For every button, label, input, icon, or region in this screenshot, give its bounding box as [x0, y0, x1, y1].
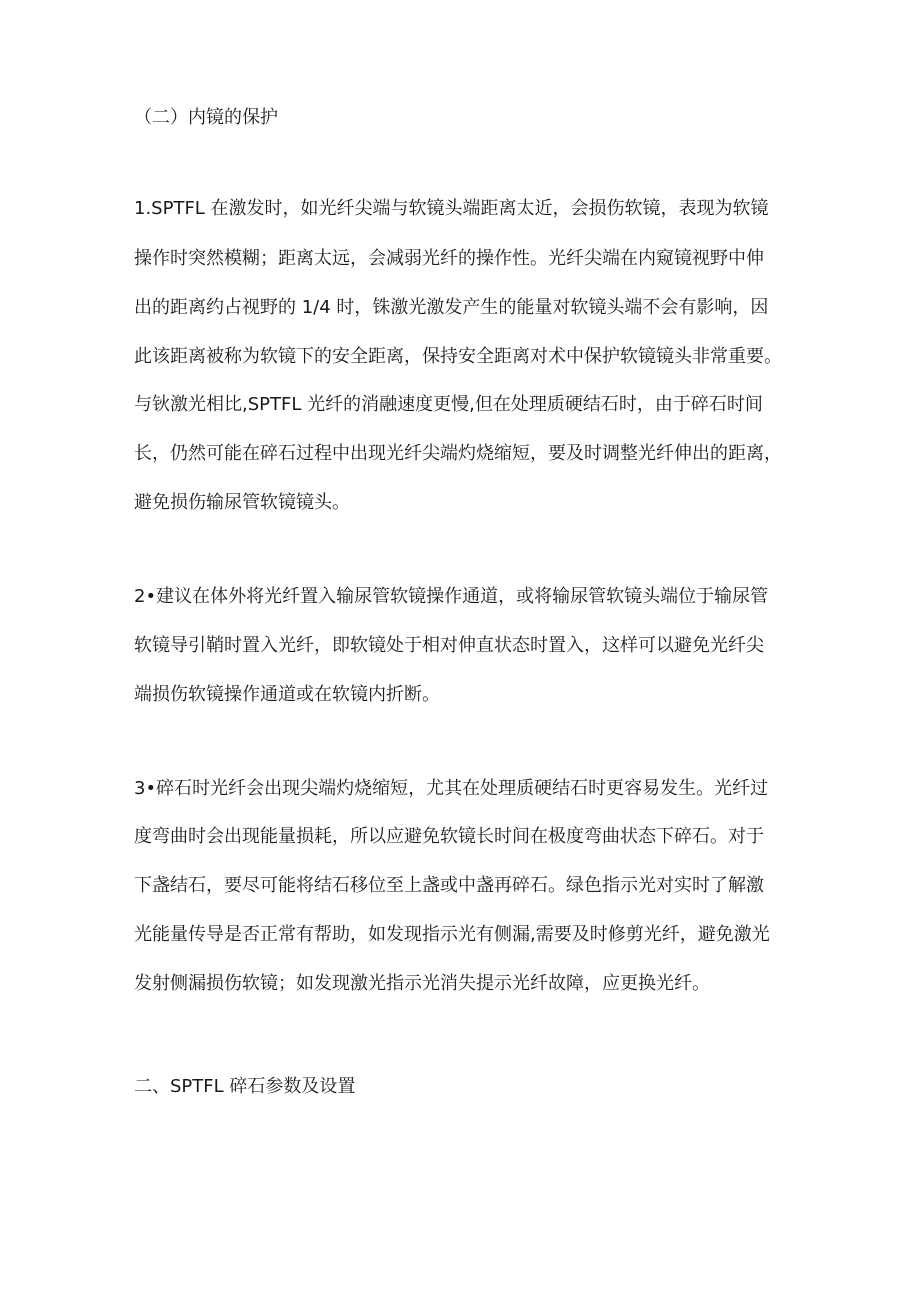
- paragraph-1-line-6: 长，仍然可能在碎石过程中出现光纤尖端灼烧缩短，要及时调整光纤伸出的距离，: [134, 443, 782, 464]
- paragraph-1-line-1: 1.SPTFL 在激发时，如光纤尖端与软镜头端距离太近，会损伤软镜，表现为软镜: [134, 198, 769, 219]
- paragraph-1-line-5: 与钬激光相比,SPTFL 光纤的消融速度更慢,但在处理质硬结石时，由于碎石时间: [134, 394, 763, 415]
- paragraph-3-line-3: 下盏结石，要尽可能将结石移位至上盏或中盏再碎石。绿色指示光对实时了解激: [134, 875, 764, 896]
- subheading: （二）内镜的保护: [134, 107, 278, 128]
- paragraph-3-line-5: 发射侧漏损伤软镜；如发现激光指示光消失提示光纤故障，应更换光纤。: [134, 973, 710, 994]
- section-heading: 二、SPTFL 碎石参数及设置: [134, 1076, 356, 1097]
- paragraph-3-line-1: 3•碎石时光纤会出现尖端灼烧缩短，尤其在处理质硬结石时更容易发生。光纤过: [134, 778, 769, 799]
- paragraph-1-line-4: 此该距离被称为软镜下的安全距离，保持安全距离对术中保护软镜镜头非常重要。: [134, 346, 782, 367]
- paragraph-2-line-2: 软镜导引鞘时置入光纤，即软镜处于相对伸直状态时置入，这样可以避免光纤尖: [134, 635, 764, 656]
- paragraph-2-line-1: 2•建议在体外将光纤置入输尿管软镜操作通道，或将输尿管软镜头端位于输尿管: [134, 586, 769, 607]
- paragraph-1-line-7: 避免损伤输尿管软镜镜头。: [134, 492, 350, 513]
- paragraph-3-line-4: 光能量传导是否正常有帮助，如发现指示光有侧漏,需要及时修剪光纤，避免激光: [134, 924, 770, 945]
- paragraph-1-line-3: 出的距离约占视野的 1/4 时，铢激光激发产生的能量对软镜头端不会有影响，因: [134, 297, 769, 318]
- paragraph-3-line-2: 度弯曲时会出现能量损耗，所以应避免软镜长时间在极度弯曲状态下碎石。对于: [134, 826, 764, 847]
- paragraph-1-line-2: 操作时突然模糊；距离太远，会减弱光纤的操作性。光纤尖端在内窥镜视野中伸: [134, 248, 764, 269]
- paragraph-2-line-3: 端损伤软镜操作通道或在软镜内折断。: [134, 684, 440, 705]
